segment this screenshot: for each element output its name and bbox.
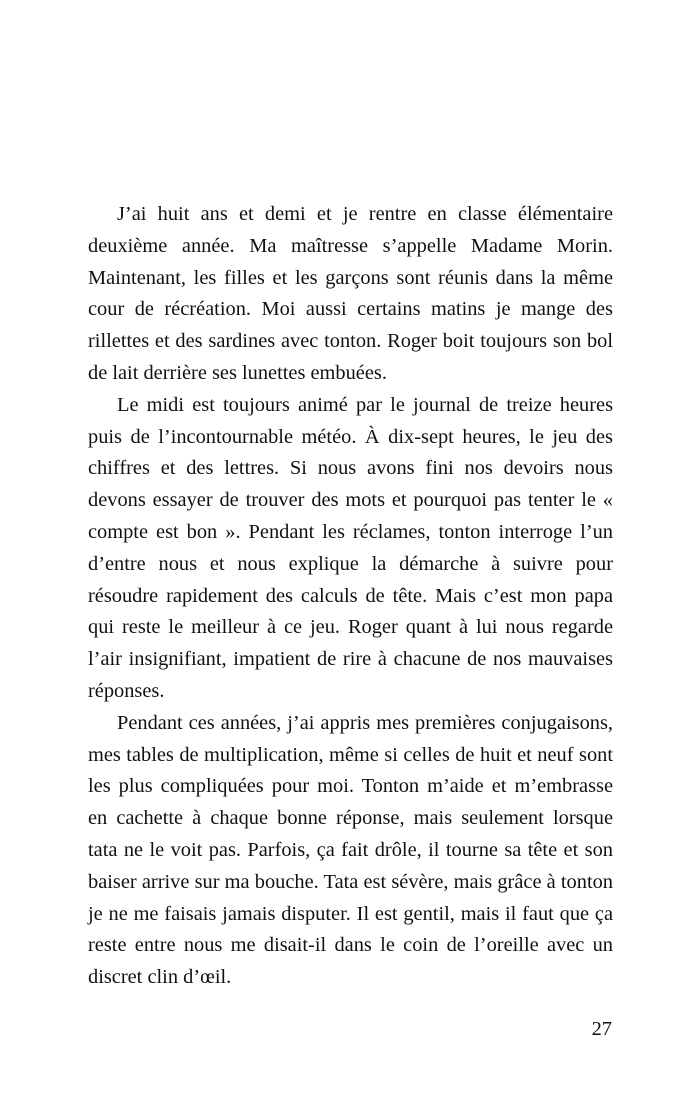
body-text bbox=[88, 199, 613, 994]
page-number: 27 bbox=[591, 1018, 612, 1040]
paragraph-2: Le midi est toujours animé par le journal de treize heures puis de l’incontournable météo. À dix-sept heures, le jeu des chiffres et des lettres. Si nous avons fini nos devoirs nous devons essayer de trouver des mots et pourquoi pas tenter le « compte est bon ». Pendant les réclames, tonton interroge l’un d’entre nous et nous explique la démarche à suivre pour résoudre rapidement des calculs de tête. Mais c’est mon papa qui reste le meilleur à ce jeu. Roger quant à lui nous regarde l’air insignifiant, impatient de rire à chacune de nos mauvaises réponses. bbox=[88, 393, 613, 702]
paragraph-1: J’ai huit ans et demi et je rentre en classe élémentaire deuxième année. Ma maîtresse s’appelle Madame Morin. Maintenant, les filles et les garçons sont réunis dans la même cour de récréation. Moi aussi certains matins je mange des rillettes et des sardines avec tonton. Roger boit toujours son bol de lait derrière ses lunettes embuées. bbox=[88, 203, 613, 384]
paragraph-3: Pendant ces années, j’ai appris mes premières conjugaisons, mes tables de multiplication, même si celles de huit et neuf sont les plus compliquées pour moi. Tonton m’aide et m’embrasse en cachette à chaque bonne réponse, mais seulement lorsque tata ne le voit pas. Parfois, ça fait drôle, il tourne sa tête et son baiser arrive sur ma bouche. Tata est sévère, mais grâce à tonton je ne me faisais jamais disputer. Il est gentil, mais il faut que ça reste entre nous me disait-il dans le coin de l’oreille avec un discret clin d’œil. bbox=[88, 711, 613, 989]
